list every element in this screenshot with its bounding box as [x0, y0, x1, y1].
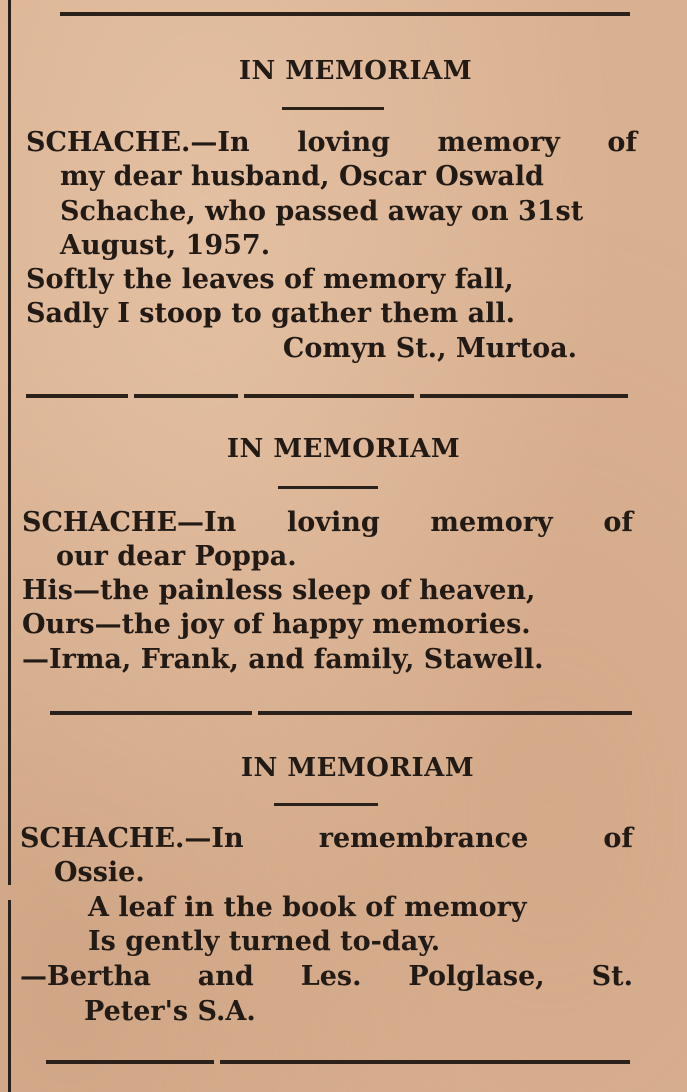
- notice-text-line: Schache, who passed away on 31st: [60, 196, 584, 227]
- heading-underline: [282, 107, 384, 110]
- heading-underline: [278, 486, 378, 489]
- notice-text-line: [0, 506, 633, 540]
- word: memory: [437, 127, 560, 158]
- word: Polglase,: [408, 961, 545, 992]
- notice-signature: —Irma, Frank, and family, Stawell.: [22, 644, 544, 675]
- notice-text-line: Is gently turned to-day.: [88, 926, 441, 957]
- notice-text-line: [0, 960, 633, 994]
- word: SCHACHE.—In: [20, 823, 244, 854]
- notice-text-line: A leaf in the book of memory: [88, 892, 527, 923]
- notice-signature: Peter's S.A.: [84, 996, 256, 1027]
- word: remembrance: [318, 823, 529, 854]
- notice-text-line: August, 1957.: [60, 230, 271, 261]
- word: of: [607, 127, 637, 158]
- word: SCHACHE—In: [22, 507, 237, 538]
- notice-text-line: Ossie.: [54, 857, 145, 888]
- notice-text-line: Softly the leaves of memory fall,: [26, 264, 514, 295]
- notice-signature: Comyn St., Murtoa.: [282, 333, 577, 364]
- word: SCHACHE.—In: [26, 127, 250, 158]
- notice-text-line: Ours—the joy of happy memories.: [22, 609, 531, 640]
- notice-text-line: Sadly I stoop to gather them all.: [26, 298, 516, 329]
- word: St.: [591, 961, 633, 992]
- word: —Bertha: [20, 961, 151, 992]
- word: of: [603, 823, 633, 854]
- notice-heading: IN MEMORIAM: [226, 434, 461, 464]
- notice-text-line: [0, 822, 633, 856]
- notice-heading: IN MEMORIAM: [238, 56, 473, 86]
- notice-text-line: [0, 126, 637, 160]
- word: loving: [297, 127, 390, 158]
- word: Les.: [300, 961, 362, 992]
- top-rule: [60, 12, 630, 16]
- word: loving: [286, 507, 380, 538]
- word: memory: [430, 507, 553, 538]
- word: of: [603, 507, 633, 538]
- word: and: [197, 961, 254, 992]
- notice-text-line: my dear husband, Oscar Oswald: [60, 161, 544, 192]
- notice-text-line: our dear Poppa.: [56, 541, 297, 572]
- notice-text-line: His—the painless sleep of heaven,: [22, 575, 536, 606]
- notice-heading: IN MEMORIAM: [240, 753, 475, 783]
- heading-underline: [274, 803, 378, 806]
